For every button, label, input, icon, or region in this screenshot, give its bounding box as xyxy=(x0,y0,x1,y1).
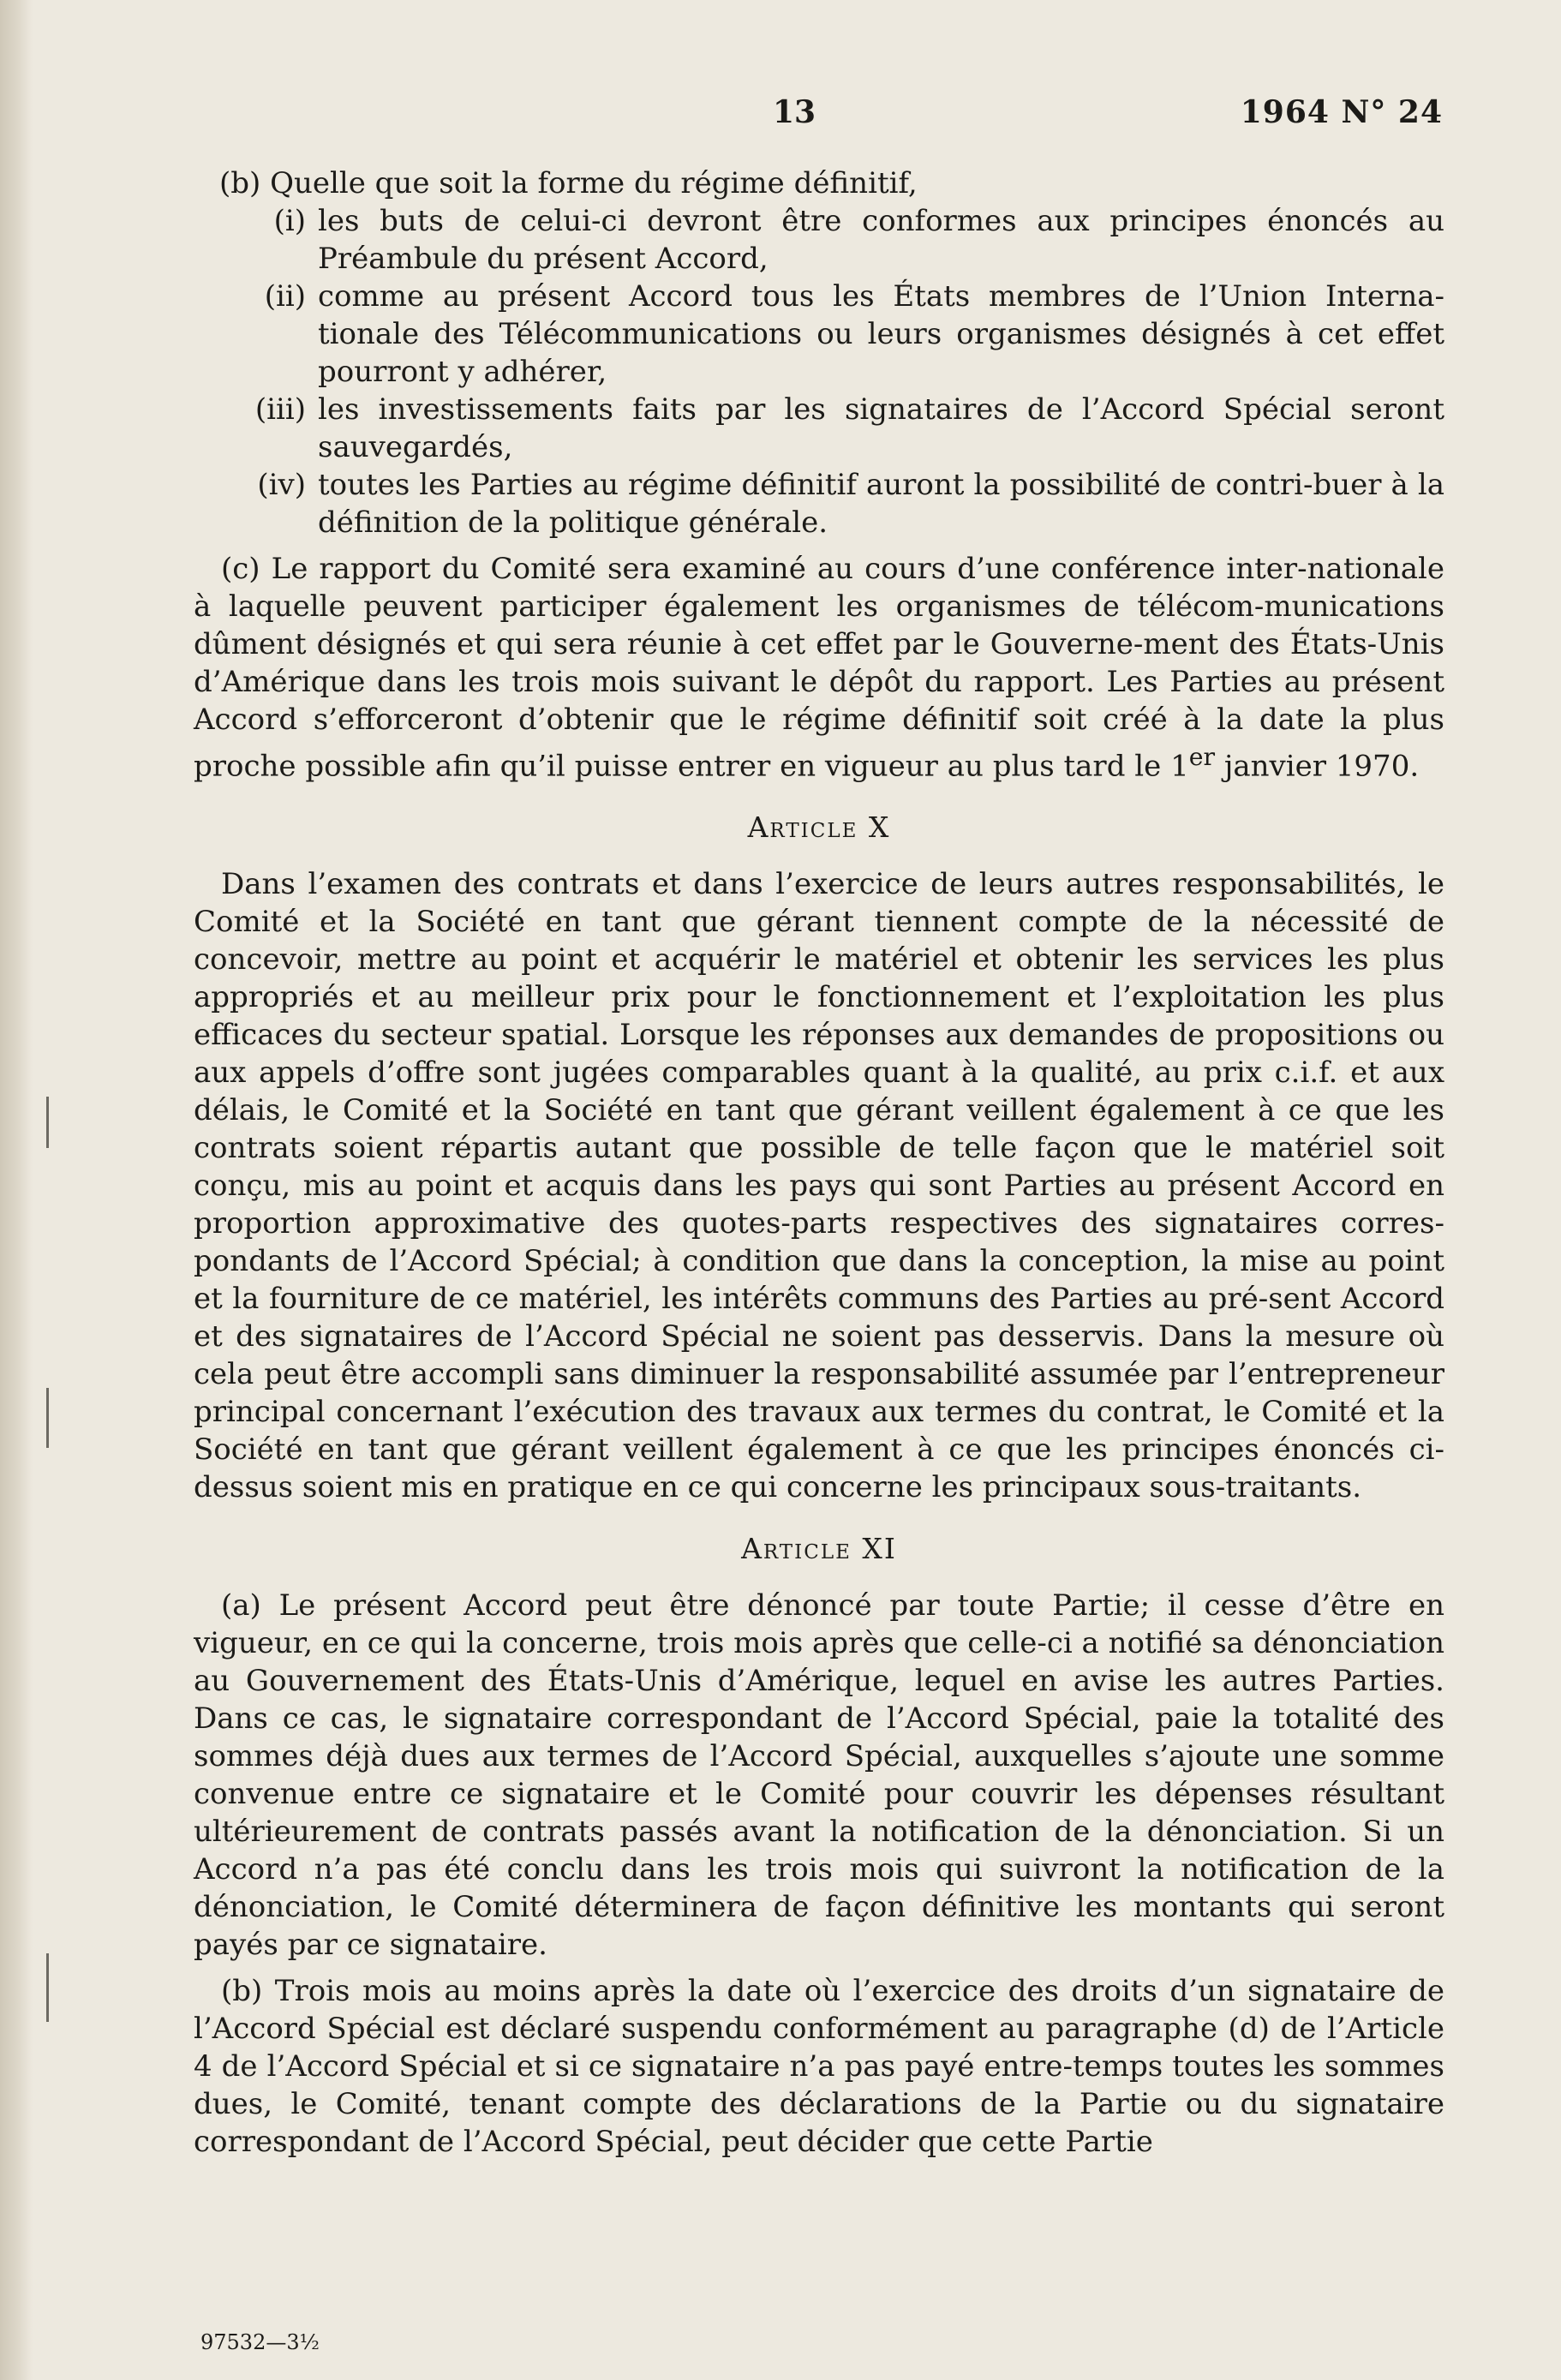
paragraph-b-intro: (b) Quelle que soit la forme du régime définitif, xyxy=(219,166,918,200)
article-x-heading: Article X xyxy=(747,810,891,845)
margin-mark xyxy=(46,1953,49,2022)
article-x-text: Dans l’examen des contrats et dans l’exercice de leurs autres responsabilités, le Comité et la Société en tant que gérant tiennent compte de la nécessité de concevoir, mettre au point et acquérir le matériel et obtenir les services les plus appropriés et au meilleur prix pour le fonctionnement et l’exploitation les plus efficaces du secteur spatial. Lorsque les réponses aux demandes de propositions ou aux appels d’offre sont jugées comparables quant à la qualité, au prix c.i.f. et aux délais, le Comité et la Société en tant que gérant veillent également à ce que les contrats soient répartis autant que possible de telle façon que le matériel soit conçu, mis au point et acquis dans les pays qui sont Parties au présent Accord en proportion approximative des quotes-parts respectives des signataires corres-pondants de l’Accord Spécial; à condition que dans la conception, la mise au point et la fourniture de ce matériel, les intérêts communs des Parties au pré-sent Accord et des signataires de l’Accord Spécial ne soient pas desservis. Dans la mesure où cela peut être accompli sans diminuer la responsabilité assumée par l’entrepreneur principal concernant l’exécution des travaux aux termes du contrat, le Comité et la Société en tant que gérant veillent également à ce que les principes énoncés ci-dessus soient mis en pratique en ce qui concerne les principaux sous-traitants. xyxy=(194,867,1444,1505)
paragraph-c-main: (c) Le rapport du Comité sera examiné au cours d’une conférence inter-nationale à laquelle peuvent participer également les organismes de télécom-munications dûment désignés et qui sera réunie à cet effet par le Gouverne-ment des États-Unis d’Amérique dans les trois mois suivant le dépôt du rapport. Les Parties au présent Accord s’efforceront d’obtenir que le régime définitif soit créé à la date la plus proche possible afin qu’il puisse entrer en vigueur au plus tard le 1 xyxy=(194,552,1444,784)
header-reference: 1964 N° 24 xyxy=(1240,94,1443,130)
article-xi-paragraph-a: (a) Le présent Accord peut être dénoncé par toute Partie; il cesse d’être en vigueur, en ce qui la concerne, trois mois après que celle-ci a notifié sa dénonciation au Gouvernement des États-Unis d’Amérique, lequel en avise les autres Parties. Dans ce cas, le signataire correspondant de l’Accord Spécial, paie la totalité des sommes déjà dues aux termes de l’Accord Spécial, auxquelles s’ajoute une somme convenue entre ce signataire et le Comité pour couvrir les dépenses résultant ultérieurement de contrats passés avant la notification de la dénonciation. Si un Accord n’a pas été conclu dans les trois mois qui suivront la notification de la dénonciation, le Comité déterminera de façon définitive les montants qui seront payés par ce signataire. xyxy=(194,1588,1444,1963)
page-header xyxy=(0,94,1561,137)
article-xi-paragraph-b: (b) Trois mois au moins après la date où l’exercice des droits d’un signataire de l’Accord Spécial est déclaré suspendu conformément au paragraphe (d) de l’Article 4 de l’Accord Spécial et si ce signataire n’a pas payé entre-temps toutes les sommes dues, le Comité, tenant compte des déclarations de la Partie ou du signataire correspondant de l’Accord Spécial, peut décider que cette Partie xyxy=(194,1974,1444,2160)
article-xi-heading: Article XI xyxy=(741,1532,897,1566)
item-number: (iii) xyxy=(254,392,306,427)
item-number: (i) xyxy=(273,204,306,238)
book-spine-shadow xyxy=(0,0,33,2380)
item-text: les investissements faits par les signataires de l’Accord Spécial seront sauvegardés, xyxy=(318,392,1444,464)
body-text xyxy=(194,164,1444,2161)
list-item xyxy=(194,466,1444,541)
item-text: toutes les Parties au régime définitif auront la possibilité de contri-buer à la définition de la politique générale. xyxy=(318,468,1444,540)
item-text: comme au présent Accord tous les États membres de l’Union Interna-tionale des Télécommunications ou leurs organismes désignés à cet effet pourront y adhérer, xyxy=(318,279,1444,389)
margin-mark xyxy=(46,1097,49,1148)
print-code: 97532—3½ xyxy=(200,2330,320,2354)
list-item xyxy=(194,391,1444,466)
list-item xyxy=(194,278,1444,391)
paragraph-c xyxy=(194,550,1444,785)
item-text: les buts de celui-ci devront être conformes aux principes énoncés au Préambule du présent Accord, xyxy=(318,204,1444,276)
page-number: 13 xyxy=(773,94,816,130)
list-item xyxy=(194,202,1444,278)
margin-mark xyxy=(46,1388,49,1448)
paragraph-c-end: janvier 1970. xyxy=(1215,749,1420,784)
item-number: (ii) xyxy=(264,279,306,314)
ordinal-superscript: er xyxy=(1188,743,1216,771)
item-number: (iv) xyxy=(257,468,306,502)
